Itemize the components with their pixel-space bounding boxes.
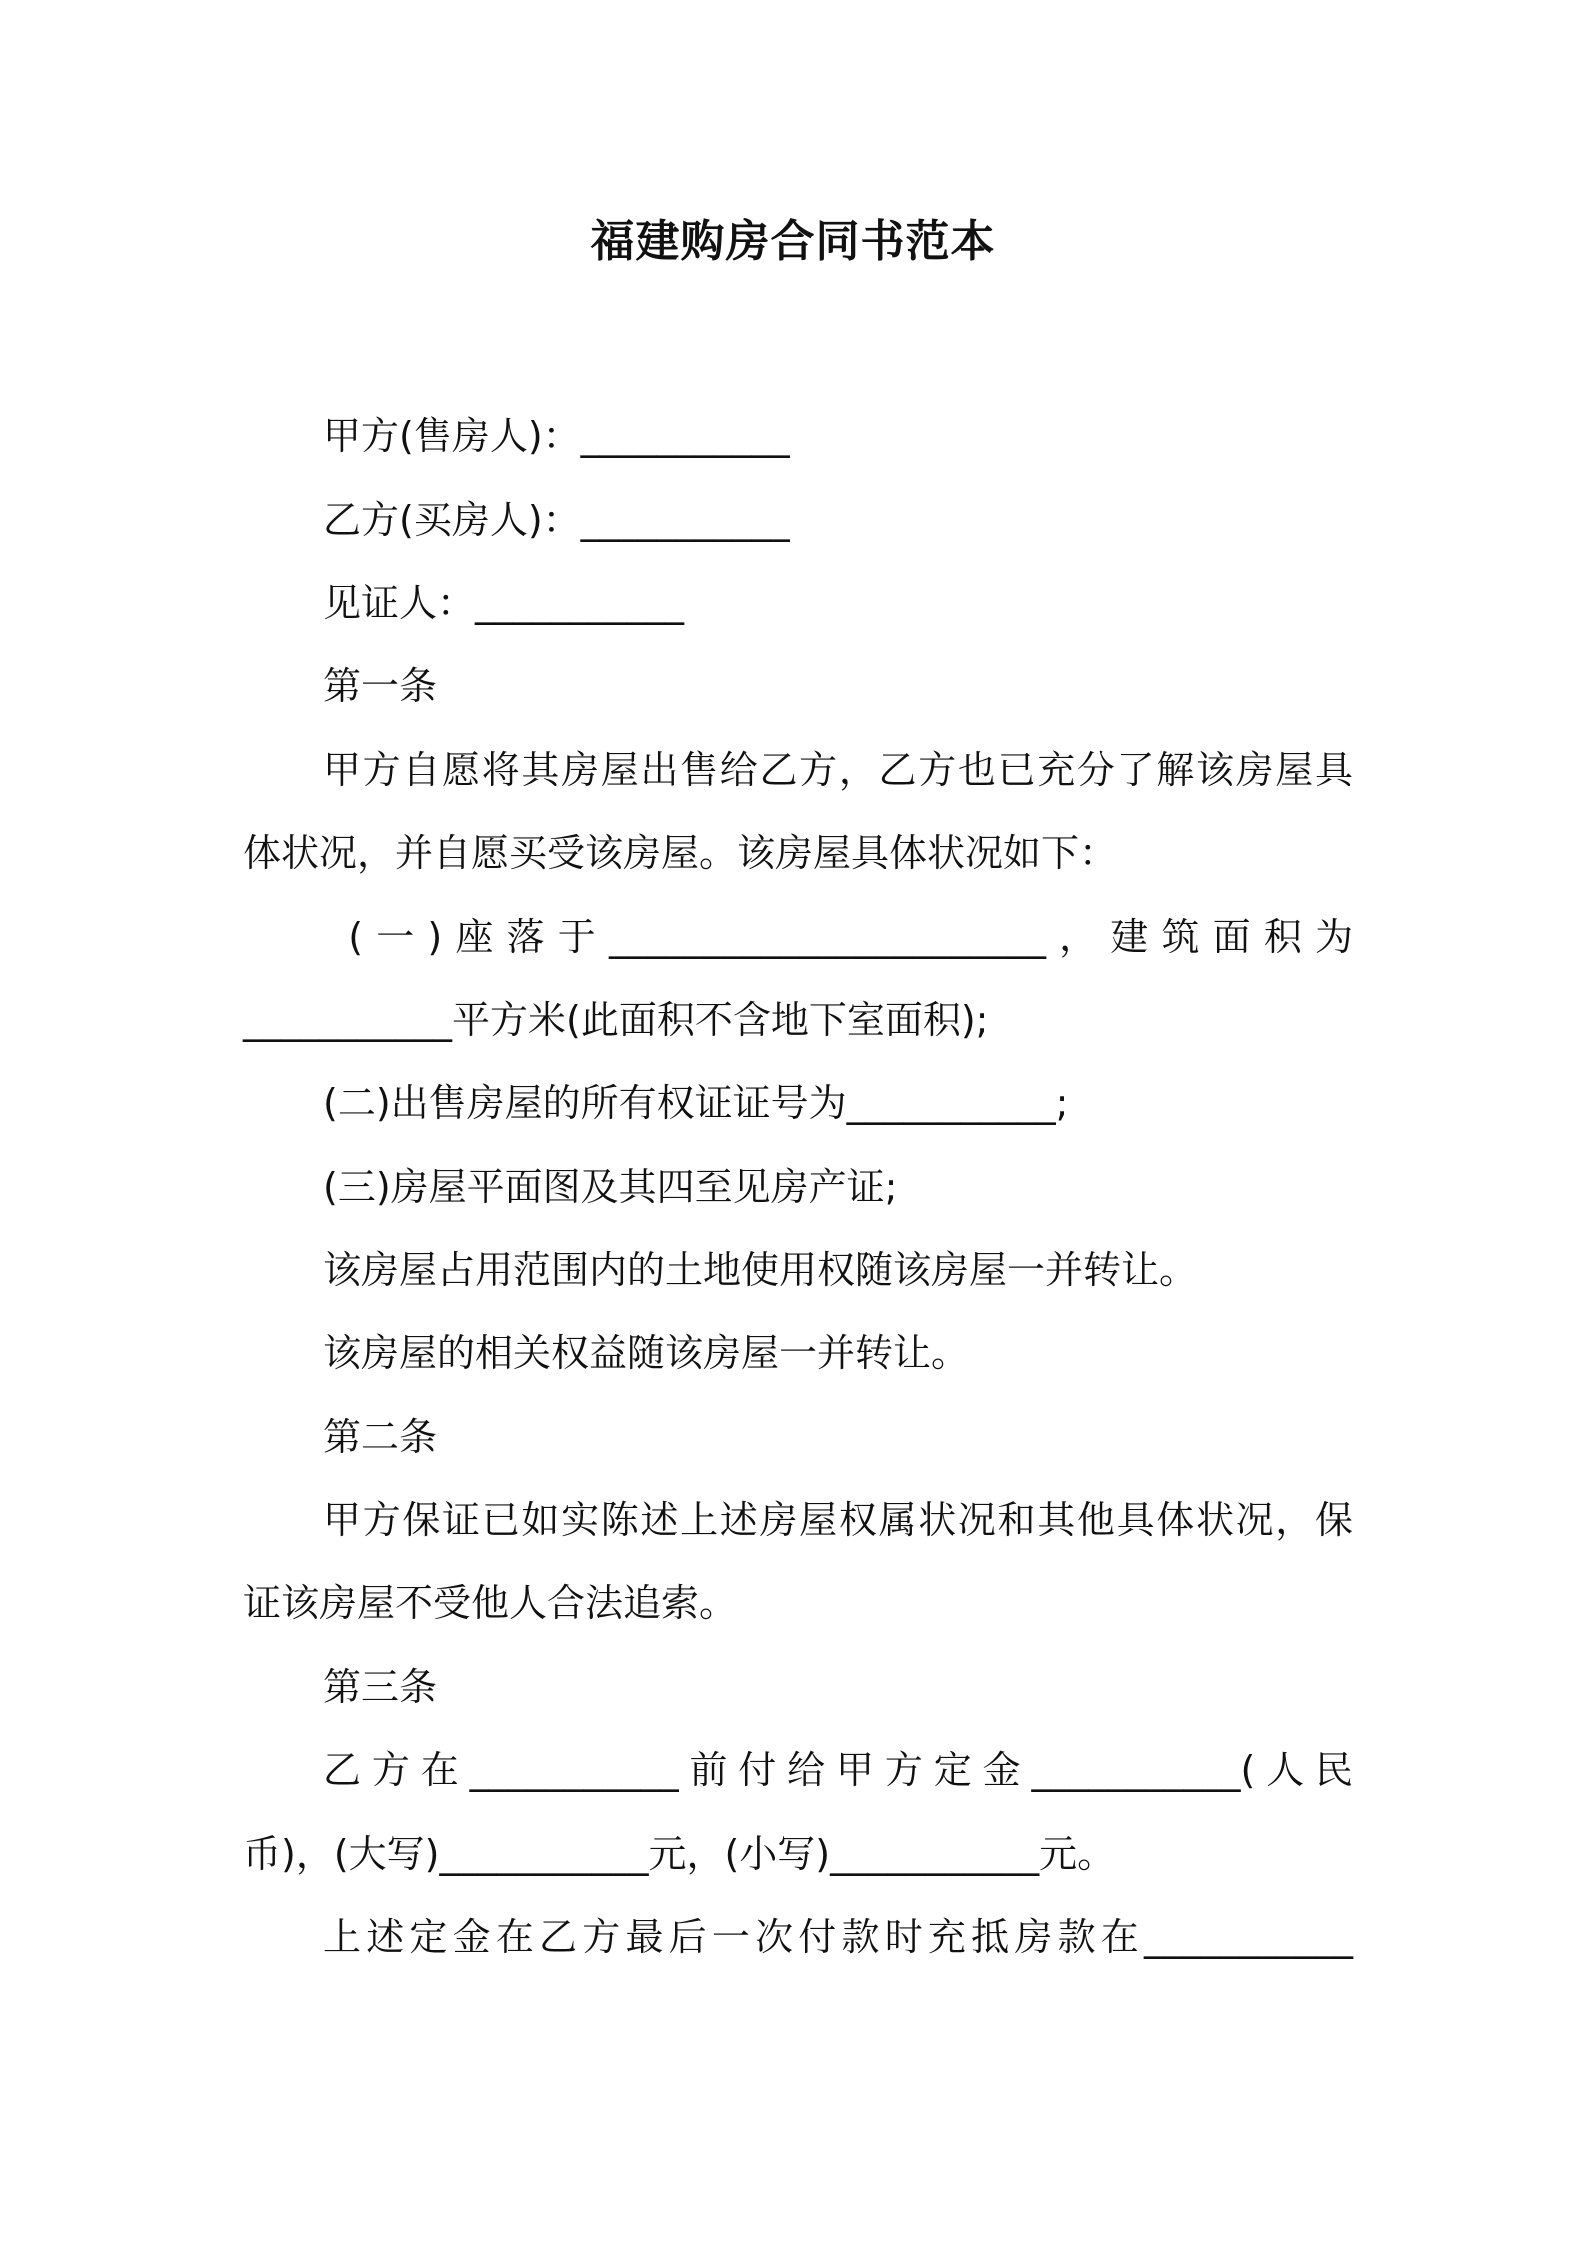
- article-2-heading: 第二条: [323, 1415, 438, 1459]
- article-1-heading: 第一条: [323, 664, 438, 708]
- article-3-offset-line: 上述定金在乙方最后一次付款时充抵房款在___________: [323, 1915, 1353, 1959]
- document-title: 福建购房合同书范本: [590, 216, 996, 267]
- article-2-para-line-2: 证该房屋不受他人合法追索。: [243, 1581, 738, 1625]
- witness-line: 见证人：___________: [323, 581, 685, 625]
- article-3-heading: 第三条: [323, 1665, 438, 1709]
- article-1-related-rights: 该房屋的相关权益随该房屋一并转让。: [323, 1331, 970, 1375]
- article-1-item-1-line-1: (一)座落于_______________________，建筑面积为: [323, 915, 1353, 959]
- article-1-item-2: (二)出售房屋的所有权证证号为___________;: [323, 1081, 1069, 1125]
- article-3-deposit-line-2: 币)，(大写)___________元，(小写)___________元。: [243, 1832, 1116, 1876]
- article-2-para-line-1: 甲方保证已如实陈述上述房屋权属状况和其他具体状况，保: [323, 1498, 1353, 1542]
- article-3-deposit-line-1: 乙方在___________前付给甲方定金___________(人民: [323, 1748, 1353, 1792]
- article-1-para-1-line-2: 体状况，并自愿买受该房屋。该房屋具体状况如下：: [243, 831, 1118, 875]
- party-b-line: 乙方(买房人)：___________: [323, 498, 790, 542]
- article-1-land-rights: 该房屋占用范围内的土地使用权随该房屋一并转让。: [323, 1248, 1198, 1292]
- article-1-item-1-line-2: ___________平方米(此面积不含地下室面积);: [243, 998, 989, 1042]
- party-a-line: 甲方(售房人)：___________: [323, 414, 790, 458]
- article-1-para-1-line-1: 甲方自愿将其房屋出售给乙方，乙方也已充分了解该房屋具: [323, 748, 1353, 792]
- article-1-item-3: (三)房屋平面图及其四至见房产证;: [323, 1165, 898, 1209]
